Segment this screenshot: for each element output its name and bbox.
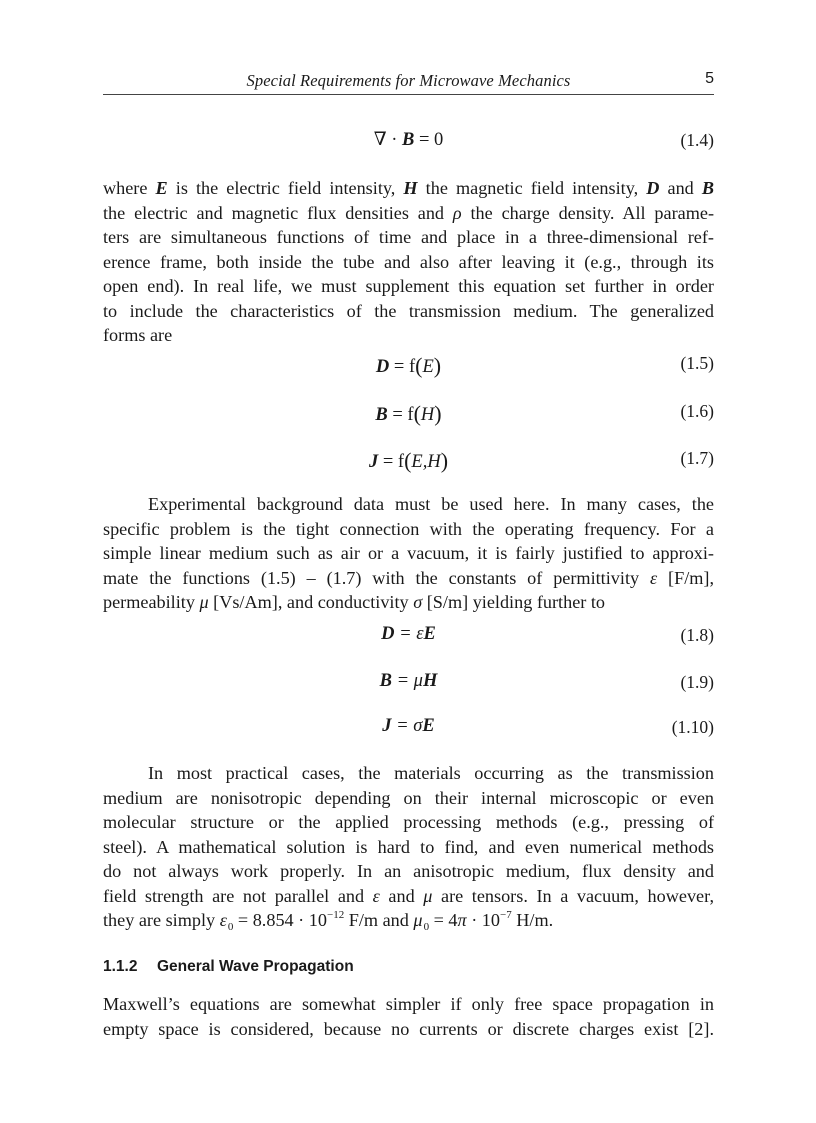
paragraph-4: Maxwell’s equations are somewhat simpler if only free space propagation in empty space is considered, because no currents or discrete charges exist [2]. [103, 994, 714, 1039]
equation-number: (1.4) [680, 130, 714, 150]
equation-number: (1.6) [680, 401, 714, 421]
equation-1-7 [103, 447, 714, 473]
equation-1-4 [103, 129, 714, 155]
equation-expression: D = εE [381, 624, 436, 644]
paragraph-2: Experimental background data must be used here. In many cases, the specific problem is the tight connection with the operating frequency. For a simple linear medium such as air or a vacuum, it is fairly justified to approxi- mate the functions (1.5) – (1.7) with the constants of permittivity ε [F/m], permeability μ [Vs/Am], and conductivity σ [S/m] yielding further to [103, 494, 714, 612]
equation-number: (1.7) [680, 448, 714, 468]
equation-expression: J = σE [382, 716, 435, 736]
equation-expression: B = μH [379, 671, 438, 691]
equation-1-10 [103, 716, 714, 742]
page-number: 5 [705, 70, 714, 87]
equation-1-6 [103, 400, 714, 426]
equation-expression: D = f(E) [375, 353, 442, 378]
running-title: Special Requirements for Microwave Mechanics [246, 71, 571, 90]
equation-expression: B = f(H) [375, 401, 442, 426]
equation-1-5 [103, 352, 714, 378]
section-number: 1.1.2 [103, 958, 138, 975]
equation-number: (1.9) [680, 672, 714, 692]
equation-expression: ∇ · B = 0 [373, 130, 444, 150]
equation-number: (1.8) [680, 625, 714, 645]
equation-1-9 [103, 671, 714, 697]
section-title: General Wave Propagation [157, 958, 354, 975]
equation-1-8 [103, 624, 714, 650]
equation-expression: J = f(E,H) [368, 448, 449, 473]
running-header [103, 68, 714, 95]
paragraph-1: where E is the electric field intensity, H the magnetic field intensity, D and B the electric and magnetic flux densities and ρ the charge density. All parame- ters are simultaneous functions of time and place in a three-dimensional ref- erence frame, both inside the tube and also after leaving it (e.g., through its open end). In real life, we must supplement this equation set further in order to include the characteristics of the transmission medium. The generalized forms are [103, 178, 714, 345]
paragraph-3: In most practical cases, the materials occurring as the transmission medium are nonisotropic depending on their internal microscopic or even molecular structure or the applied processing methods (e.g., pressing of steel). A mathematical solution is hard to find, and even numerical methods do not always work properly. In an anisotropic medium, flux density and field strength are not parallel and ε and μ are tensors. In a vacuum, however, they are simply $\varepsilon_0 = 8.854 \cdot 10^{-12}$ F/m and $\mu_0 = 4\pi \cdot 10^{-7}$ H/m. [103, 763, 714, 933]
equation-number: (1.10) [671, 717, 714, 737]
section-heading [103, 958, 354, 976]
equation-number: (1.5) [680, 353, 714, 373]
